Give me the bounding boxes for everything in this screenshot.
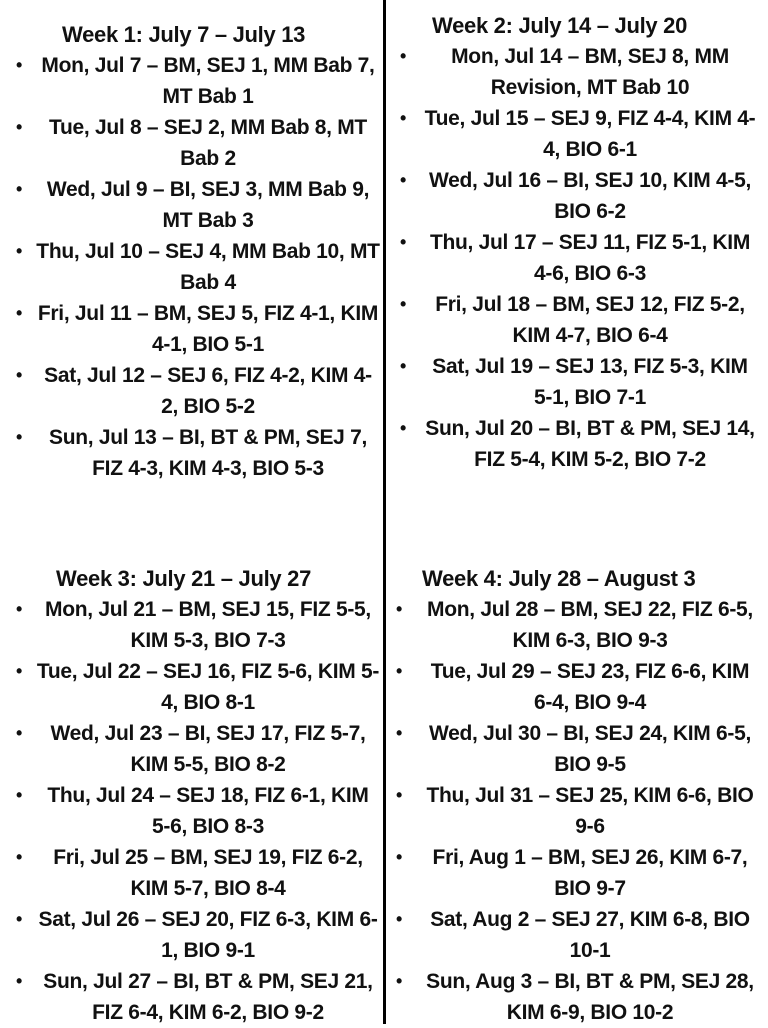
day-entry-text: Wed, Jul 16 – BI, SEJ 10, KIM 4-5, BIO 6-2 <box>428 169 752 223</box>
week-4-day-item <box>396 780 758 842</box>
bullet-icon: • <box>16 427 23 447</box>
day-entry-text: Sun, Jul 13 – BI, BT & PM, SEJ 7, FIZ 4-3, KIM 4-3, BIO 5-3 <box>48 426 368 480</box>
week-2-day-item <box>400 103 758 165</box>
bullet-icon: • <box>400 46 407 66</box>
week-3-block <box>16 563 380 1028</box>
bullet-icon: • <box>396 723 403 743</box>
day-entry-text: Wed, Jul 30 – BI, SEJ 24, KIM 6-5, BIO 9-5 <box>428 722 752 776</box>
day-entry-text: Tue, Jul 8 – SEJ 2, MM Bab 8, MT Bab 2 <box>49 116 367 170</box>
week-4-day-list <box>396 594 758 1028</box>
week-3-day-item <box>16 904 380 966</box>
day-entry-text: Mon, Jul 21 – BM, SEJ 15, FIZ 5-5, KIM 5-3, BIO 7-3 <box>45 598 371 652</box>
week-2-block <box>400 10 758 475</box>
week-1-day-item <box>16 174 380 236</box>
bullet-icon: • <box>16 365 23 385</box>
day-entry-text: Sat, Aug 2 – SEJ 27, KIM 6-8, BIO 10-1 <box>430 908 750 962</box>
day-entry-text: Wed, Jul 9 – BI, SEJ 3, MM Bab 9, MT Bab 3 <box>46 178 370 232</box>
day-entry-text: Thu, Jul 17 – SEJ 11, FIZ 5-1, KIM 4-6, BIO 6-3 <box>429 231 751 285</box>
week-4-day-item <box>396 842 758 904</box>
week-4-day-item <box>396 904 758 966</box>
week-2-day-item <box>400 41 758 103</box>
day-entry-text: Wed, Jul 23 – BI, SEJ 17, FIZ 5-7, KIM 5-5, BIO 8-2 <box>50 722 366 776</box>
day-entry-text: Sat, Jul 19 – SEJ 13, FIZ 5-3, KIM 5-1, BIO 7-1 <box>432 355 748 409</box>
bullet-icon: • <box>396 909 403 929</box>
week-1-day-item <box>16 360 380 422</box>
week-2-day-item <box>400 413 758 475</box>
bullet-icon: • <box>396 785 403 805</box>
week-4-title: Week 4: July 28 – August 3 <box>422 566 696 591</box>
week-4-day-item <box>396 966 758 1028</box>
bullet-icon: • <box>16 117 23 137</box>
week-1-title: Week 1: July 7 – July 13 <box>62 22 306 47</box>
bullet-icon: • <box>400 108 407 128</box>
week-4-day-item <box>396 656 758 718</box>
day-entry-text: Fri, Jul 11 – BM, SEJ 5, FIZ 4-1, KIM 4-1, BIO 5-1 <box>37 302 379 356</box>
day-entry-text: Thu, Jul 24 – SEJ 18, FIZ 6-1, KIM 5-6, BIO 8-3 <box>47 784 369 838</box>
day-entry-text: Mon, Jul 7 – BM, SEJ 1, MM Bab 7, MT Bab 1 <box>41 54 375 108</box>
bullet-icon: • <box>16 303 23 323</box>
bullet-icon: • <box>16 179 23 199</box>
bullet-icon: • <box>400 170 407 190</box>
week-2-day-item <box>400 227 758 289</box>
week-3-day-list <box>16 594 380 1028</box>
day-entry-text: Sun, Jul 20 – BI, BT & PM, SEJ 14, FIZ 5-4, KIM 5-2, BIO 7-2 <box>425 417 755 471</box>
bullet-icon: • <box>16 723 23 743</box>
week-1-day-list <box>16 50 380 484</box>
bullet-icon: • <box>400 356 407 376</box>
day-entry-text: Thu, Jul 10 – SEJ 4, MM Bab 10, MT Bab 4 <box>36 240 380 294</box>
bullet-icon: • <box>400 294 407 314</box>
week-3-day-item <box>16 718 380 780</box>
week-3-day-item <box>16 656 380 718</box>
week-1-day-item <box>16 112 380 174</box>
bullet-icon: • <box>16 661 23 681</box>
week-1-day-item <box>16 50 380 112</box>
bullet-icon: • <box>16 971 23 991</box>
week-3-day-item <box>16 842 380 904</box>
week-4-block <box>396 563 758 1028</box>
week-1-day-item <box>16 298 380 360</box>
week-2-title: Week 2: July 14 – July 20 <box>432 13 688 38</box>
bullet-icon: • <box>16 241 23 261</box>
day-entry-text: Fri, Aug 1 – BM, SEJ 26, KIM 6-7, BIO 9-7 <box>432 846 748 900</box>
week-2-day-item <box>400 351 758 413</box>
bullet-icon: • <box>396 599 403 619</box>
day-entry-text: Sun, Jul 27 – BI, BT & PM, SEJ 21, FIZ 6-4, KIM 6-2, BIO 9-2 <box>43 970 373 1024</box>
week-3-day-item <box>16 780 380 842</box>
week-4-day-item <box>396 594 758 656</box>
day-entry-text: Tue, Jul 15 – SEJ 9, FIZ 4-4, KIM 4-4, BIO 6-1 <box>424 107 756 161</box>
bullet-icon: • <box>396 661 403 681</box>
day-entry-text: Mon, Jul 28 – BM, SEJ 22, FIZ 6-5, KIM 6-3, BIO 9-3 <box>427 598 753 652</box>
day-entry-text: Fri, Jul 25 – BM, SEJ 19, FIZ 6-2, KIM 5-7, BIO 8-4 <box>53 846 363 900</box>
bullet-icon: • <box>16 909 23 929</box>
column-divider <box>383 0 386 1024</box>
day-entry-text: Thu, Jul 31 – SEJ 25, KIM 6-6, BIO 9-6 <box>426 784 754 838</box>
bullet-icon: • <box>396 971 403 991</box>
week-1-day-item <box>16 422 380 484</box>
week-3-day-item <box>16 594 380 656</box>
week-1-day-item <box>16 236 380 298</box>
bullet-icon: • <box>396 847 403 867</box>
bullet-icon: • <box>16 599 23 619</box>
bullet-icon: • <box>16 55 23 75</box>
bullet-icon: • <box>400 418 407 438</box>
week-3-title: Week 3: July 21 – July 27 <box>56 566 312 591</box>
day-entry-text: Sun, Aug 3 – BI, BT & PM, SEJ 28, KIM 6-9, BIO 10-2 <box>426 970 754 1024</box>
week-2-day-item <box>400 165 758 227</box>
bullet-icon: • <box>16 847 23 867</box>
week-3-day-item <box>16 966 380 1028</box>
week-4-day-item <box>396 718 758 780</box>
bullet-icon: • <box>400 232 407 252</box>
day-entry-text: Fri, Jul 18 – BM, SEJ 12, FIZ 5-2, KIM 4-7, BIO 6-4 <box>435 293 745 347</box>
day-entry-text: Tue, Jul 29 – SEJ 23, FIZ 6-6, KIM 6-4, BIO 9-4 <box>430 660 750 714</box>
week-2-day-list <box>400 41 758 475</box>
bullet-icon: • <box>16 785 23 805</box>
week-2-day-item <box>400 289 758 351</box>
week-1-block <box>16 19 380 484</box>
day-entry-text: Tue, Jul 22 – SEJ 16, FIZ 5-6, KIM 5-4, BIO 8-1 <box>36 660 380 714</box>
day-entry-text: Sat, Jul 12 – SEJ 6, FIZ 4-2, KIM 4-2, BIO 5-2 <box>44 364 372 418</box>
day-entry-text: Sat, Jul 26 – SEJ 20, FIZ 6-3, KIM 6-1, BIO 9-1 <box>38 908 378 962</box>
day-entry-text: Mon, Jul 14 – BM, SEJ 8, MM Revision, MT Bab 10 <box>451 45 729 99</box>
